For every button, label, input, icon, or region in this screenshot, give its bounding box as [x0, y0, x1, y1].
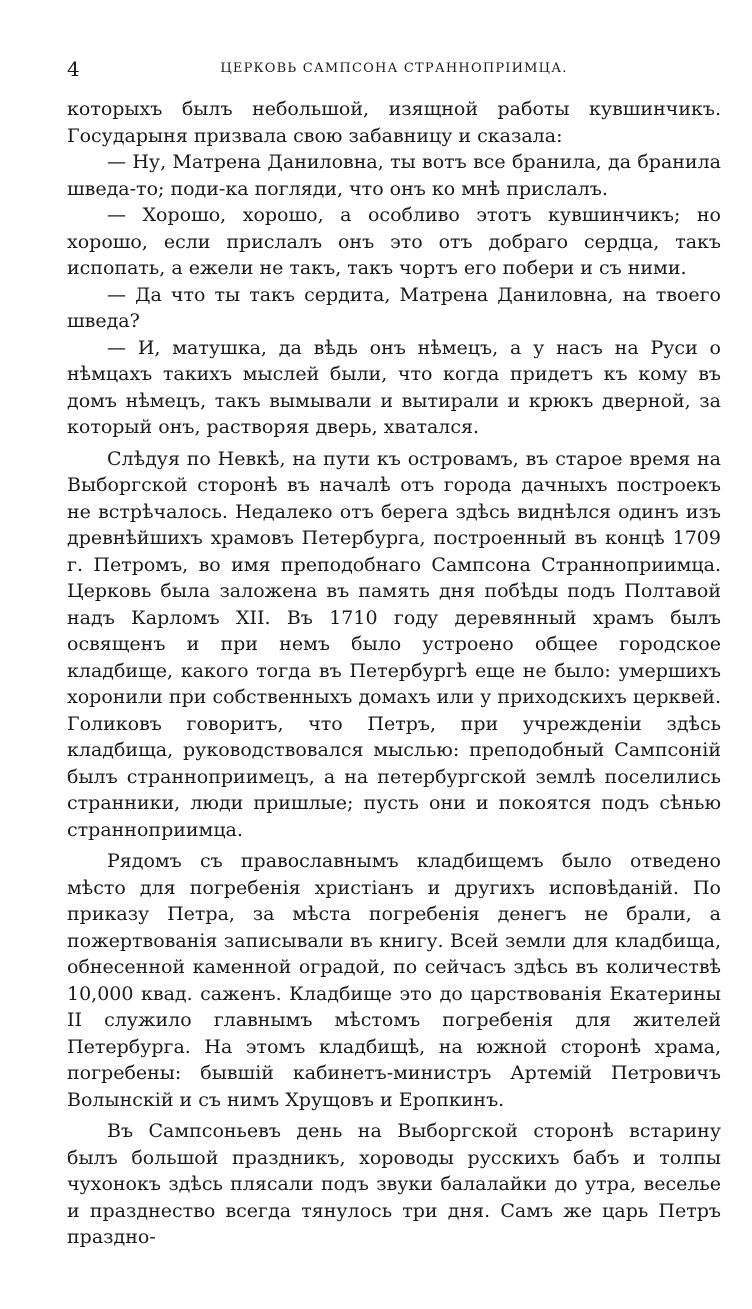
paragraph: Въ Сампсоньевъ день на Выборгской сторонѣ встарину былъ большой праздникъ, хороводы русскихъ бабъ и толпы чухонокъ здѣсь плясали подъ звуки балалайки до утра, веселье и празднество всегда тянулось три дня. Самъ же царь Петръ праздно-: [67, 1120, 721, 1248]
dialogue-line: — Хорошо, хорошо, а особливо этотъ кувшинчикъ; но хорошо, если прислалъ онъ это отъ добраго сердца, такъ испопать, а ежели не такъ, такъ чортъ его побери и съ ними.: [67, 204, 721, 279]
dialogue-line: — Ну, Матрена Даниловна, ты вотъ все бранила, да бранила шведа-то; поди-ка погляди, что онъ ко мнѣ прислалъ.: [67, 151, 721, 200]
page-body: [67, 96, 721, 1251]
paragraph: Рядомъ съ православнымъ кладбищемъ было отведено мѣсто для погребенія христіанъ и другихъ исповѣданій. По приказу Петра, за мѣста погребенія денегъ не брали, а пожертвованія записывали въ книгу. Всей земли для кладбища, обнесенной каменной оградой, по сейчасъ здѣсь въ количествѣ 10,000 квад. саженъ. Кладбище это до царствованія Екатерины II служило главнымъ мѣстомъ погребенія для жителей Петербурга. На этомъ кладбищѣ, на южной сторонѣ храма, погребены: бывшій кабинетъ-министръ Артемій Петровичъ Волынскій и съ нимъ Хрущовъ и Еропкинъ.: [67, 850, 721, 1111]
paragraph: Слѣдуя по Невкѣ, на пути къ островамъ, въ старое время на Выборгской сторонѣ въ началѣ отъ города дачныхъ построекъ не встрѣчалось. Недалеко отъ берега здѣсь виднѣлся одинъ изъ древнѣйшихъ храмовъ Петербурга, построенный въ концѣ 1709 г. Петромъ, во имя преподобнаго Сампсона Странноприимца. Церковь была заложена въ память дня побѣды подъ Полтавой надъ Карломъ XII. Въ 1710 году деревянный храмъ былъ освященъ и при немъ было устроено общее городское кладбище, какого тогда въ Петербургѣ еще не было: умершихъ хоронили при собственныхъ домахъ или у приходскихъ церквей. Голиковъ говоритъ, что Петръ, при учрежденіи здѣсь кладбища, руководствовался мыслью: преподобный Сампсоній былъ странноприимецъ, а на петербургской землѣ поселились странники, люди пришлые; пусть они и покоятся подъ сѣнью странноприимца.: [67, 447, 721, 841]
paragraph: которыхъ былъ небольшой, изящной работы кувшинчикъ. Государыня призвала свою забавницу и сказала:: [67, 98, 721, 147]
page-number: 4: [67, 57, 80, 81]
dialogue-line: — И, матушка, да вѣдь онъ нѣмецъ, а у насъ на Руси о нѣмцахъ такихъ мыслей были, что когда придетъ къ кому въ домъ нѣмецъ, такъ вымывали и вытирали и крюкъ дверной, за который онъ, растворяя дверь, хватался.: [67, 336, 721, 438]
running-title: ЦЕРКОВЬ САМПСОНА СТРАННОПРІИМЦА.: [220, 61, 568, 76]
page-header: [67, 56, 721, 82]
book-page: [67, 56, 721, 1286]
dialogue-line: — Да что ты такъ сердита, Матрена Даниловна, на твоего шведа?: [67, 283, 721, 332]
